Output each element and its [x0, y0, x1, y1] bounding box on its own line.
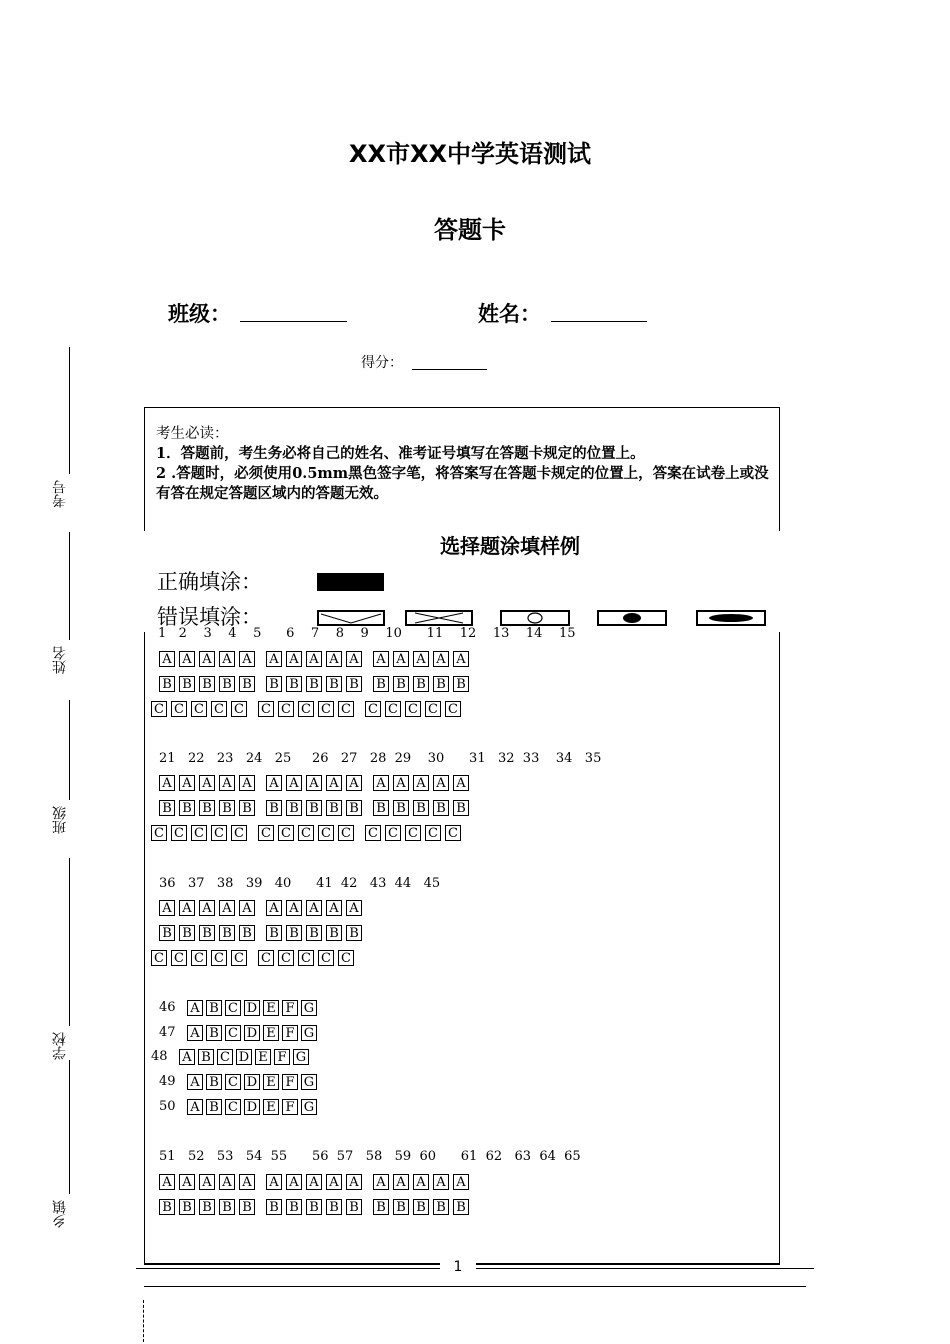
answer-bubble[interactable]: C: [318, 701, 334, 717]
name-label: 姓名：: [478, 302, 541, 326]
answer-bubble[interactable]: A: [373, 1174, 389, 1190]
answer-bubble[interactable]: C: [278, 950, 294, 966]
answer-bubble[interactable]: C: [211, 701, 227, 717]
answer-bubble[interactable]: B: [266, 800, 282, 816]
answer-bubble[interactable]: A: [266, 900, 282, 916]
question-number: 50: [159, 1099, 176, 1114]
answer-bubble[interactable]: A: [346, 1174, 362, 1190]
option-group: [266, 1199, 366, 1215]
answer-bubble[interactable]: C: [225, 1074, 241, 1090]
section-1-numbers-clip: [146, 624, 746, 640]
option-group: [159, 1174, 259, 1190]
answer-bubble[interactable]: G: [301, 1000, 317, 1016]
answer-bubble[interactable]: A: [159, 775, 175, 791]
answer-bubble[interactable]: F: [282, 1074, 298, 1090]
answer-bubble[interactable]: B: [453, 676, 469, 692]
answer-bubble[interactable]: A: [239, 651, 255, 667]
answer-bubble[interactable]: A: [239, 775, 255, 791]
answer-bubble[interactable]: B: [219, 800, 235, 816]
answer-bubble[interactable]: B: [159, 1199, 175, 1215]
option-group: [266, 900, 366, 916]
answer-bubble[interactable]: C: [151, 950, 167, 966]
answer-bubble[interactable]: A: [453, 651, 469, 667]
answer-bubble[interactable]: B: [199, 800, 215, 816]
side-label-school: 学校: [52, 1032, 68, 1060]
option-group: [266, 676, 366, 692]
answer-bubble[interactable]: A: [413, 1174, 429, 1190]
side-label-township: 乡镇: [52, 1200, 68, 1228]
score-field[interactable]: [412, 347, 487, 370]
answer-bubble[interactable]: A: [306, 775, 322, 791]
answer-bubble[interactable]: C: [191, 950, 207, 966]
answer-bubble[interactable]: B: [286, 1199, 302, 1215]
option-group: [159, 676, 259, 692]
multi-question-row: [159, 1025, 320, 1041]
answer-bubble[interactable]: A: [187, 1074, 203, 1090]
answer-bubble[interactable]: B: [286, 676, 302, 692]
answer-bubble[interactable]: B: [306, 800, 322, 816]
answer-bubble[interactable]: A: [159, 651, 175, 667]
option-group: [266, 775, 366, 791]
answer-bubble[interactable]: B: [346, 1199, 362, 1215]
answer-bubble[interactable]: C: [171, 950, 187, 966]
answer-bubble[interactable]: A: [159, 900, 175, 916]
answer-bubble[interactable]: B: [219, 1199, 235, 1215]
answer-bubble[interactable]: A: [373, 775, 389, 791]
answer-bubble[interactable]: B: [393, 1199, 409, 1215]
answer-bubble[interactable]: C: [405, 701, 421, 717]
answer-bubble[interactable]: A: [326, 651, 342, 667]
answer-bubble[interactable]: F: [282, 1025, 298, 1041]
answer-bubble[interactable]: A: [179, 900, 195, 916]
answer-bubble[interactable]: C: [231, 701, 247, 717]
answer-bubble[interactable]: A: [326, 900, 342, 916]
answer-bubble[interactable]: B: [219, 925, 235, 941]
answer-bubble[interactable]: B: [179, 676, 195, 692]
side-line: [69, 347, 70, 474]
answer-bubble[interactable]: B: [453, 800, 469, 816]
option-row: [159, 800, 480, 816]
question-number: 48: [151, 1049, 168, 1064]
option-group: [373, 800, 473, 816]
answer-bubble[interactable]: C: [405, 825, 421, 841]
page-number: 1: [440, 1259, 476, 1275]
answer-bubble[interactable]: A: [413, 775, 429, 791]
answer-bubble[interactable]: B: [239, 1199, 255, 1215]
answer-bubble[interactable]: B: [206, 1099, 222, 1115]
answer-bubble[interactable]: G: [301, 1074, 317, 1090]
answer-bubble[interactable]: C: [191, 701, 207, 717]
option-group: [373, 1174, 473, 1190]
answer-bubble[interactable]: B: [433, 1199, 449, 1215]
answer-bubble[interactable]: C: [318, 825, 334, 841]
option-group: [266, 1174, 366, 1190]
answer-bubble[interactable]: A: [453, 1174, 469, 1190]
answer-bubble[interactable]: C: [171, 825, 187, 841]
answer-bubble[interactable]: A: [219, 900, 235, 916]
answer-bubble[interactable]: A: [187, 1025, 203, 1041]
option-group: [365, 825, 465, 841]
answer-bubble[interactable]: F: [274, 1049, 290, 1065]
page-subtitle: 答题卡: [434, 216, 506, 244]
question-numbers: 21 22 23 24 25 26 27 28 29 30 31 32 33 34 35: [159, 751, 602, 766]
answer-bubble[interactable]: A: [286, 900, 302, 916]
notice-item-1: 1．答题前，考生务必将自己的姓名、准考证号填写在答题卡规定的位置上。: [156, 445, 645, 462]
answer-bubble[interactable]: A: [187, 1000, 203, 1016]
correct-fill-sample: [317, 573, 384, 591]
answer-bubble[interactable]: B: [239, 676, 255, 692]
answer-bubble[interactable]: B: [393, 676, 409, 692]
answer-bubble[interactable]: A: [199, 1174, 215, 1190]
answer-bubble[interactable]: F: [282, 1099, 298, 1115]
answer-bubble[interactable]: E: [263, 1025, 279, 1041]
answer-bubble[interactable]: B: [326, 676, 342, 692]
answer-bubble[interactable]: B: [179, 1199, 195, 1215]
correct-fill-label: 正确填涂：: [157, 570, 262, 594]
side-label-exam-id: 考号: [52, 480, 68, 508]
answer-bubble[interactable]: B: [393, 800, 409, 816]
option-group: [159, 900, 259, 916]
answer-bubble[interactable]: A: [373, 651, 389, 667]
answer-bubble[interactable]: A: [306, 900, 322, 916]
answer-bubble[interactable]: B: [266, 1199, 282, 1215]
side-line: [69, 700, 70, 800]
answer-bubble[interactable]: C: [225, 1025, 241, 1041]
option-group: [258, 825, 358, 841]
option-group: [151, 825, 251, 841]
answer-bubble[interactable]: C: [191, 825, 207, 841]
answer-bubble[interactable]: B: [413, 800, 429, 816]
answer-bubble[interactable]: A: [286, 651, 302, 667]
answer-bubble[interactable]: D: [244, 1099, 260, 1115]
option-group: [266, 925, 366, 941]
footer-rule: [144, 1286, 806, 1287]
answer-bubble[interactable]: A: [286, 1174, 302, 1190]
answer-bubble[interactable]: C: [171, 701, 187, 717]
multi-question-row: [159, 1000, 320, 1016]
answer-bubble[interactable]: B: [306, 1199, 322, 1215]
question-number: 46: [159, 1000, 176, 1015]
side-label-name: 姓名: [52, 646, 68, 674]
answer-bubble[interactable]: B: [206, 1074, 222, 1090]
answer-bubble[interactable]: C: [365, 701, 381, 717]
answer-bubble[interactable]: A: [219, 1174, 235, 1190]
answer-bubble[interactable]: B: [326, 800, 342, 816]
answer-bubble[interactable]: A: [393, 775, 409, 791]
answer-bubble[interactable]: A: [199, 900, 215, 916]
answer-bubble[interactable]: A: [393, 1174, 409, 1190]
answer-bubble[interactable]: B: [199, 676, 215, 692]
answer-bubble[interactable]: C: [225, 1000, 241, 1016]
answer-bubble[interactable]: C: [298, 701, 314, 717]
score-label: 得分：: [361, 355, 403, 371]
answer-bubble[interactable]: C: [217, 1049, 233, 1065]
option-group: [266, 651, 366, 667]
side-line: [69, 1060, 70, 1194]
option-group: [159, 1199, 259, 1215]
answer-bubble[interactable]: D: [244, 1000, 260, 1016]
answer-bubble[interactable]: G: [293, 1049, 309, 1065]
option-group: [151, 950, 251, 966]
answer-bubble[interactable]: C: [258, 950, 274, 966]
answer-bubble[interactable]: B: [433, 800, 449, 816]
answer-bubble[interactable]: C: [258, 825, 274, 841]
option-group: [159, 800, 259, 816]
class-field[interactable]: [240, 299, 347, 322]
answer-bubble[interactable]: A: [266, 1174, 282, 1190]
answer-bubble[interactable]: B: [179, 925, 195, 941]
answer-bubble[interactable]: B: [206, 1000, 222, 1016]
side-line: [69, 858, 70, 1026]
answer-bubble[interactable]: A: [179, 775, 195, 791]
option-row: [159, 651, 480, 667]
answer-bubble[interactable]: A: [266, 775, 282, 791]
answer-bubble[interactable]: B: [413, 1199, 429, 1215]
answer-bubble[interactable]: C: [278, 825, 294, 841]
multi-question-row: [159, 1099, 320, 1115]
answer-bubble[interactable]: A: [179, 651, 195, 667]
option-row: [159, 775, 480, 791]
answer-bubble[interactable]: C: [231, 950, 247, 966]
wrong-fill-label: 错误填涂：: [157, 605, 262, 629]
option-row: [159, 900, 373, 916]
answer-bubble[interactable]: A: [433, 775, 449, 791]
answer-bubble[interactable]: B: [326, 925, 342, 941]
answer-bubble[interactable]: B: [346, 676, 362, 692]
answer-bubble[interactable]: A: [239, 1174, 255, 1190]
option-group: [373, 651, 473, 667]
answer-bubble[interactable]: C: [298, 950, 314, 966]
option-group: [373, 775, 473, 791]
option-row: [159, 1174, 480, 1190]
answer-bubble[interactable]: C: [425, 701, 441, 717]
answer-bubble[interactable]: A: [346, 775, 362, 791]
answer-bubble[interactable]: B: [413, 676, 429, 692]
notice-heading: 考生必读：: [156, 426, 229, 442]
answer-bubble[interactable]: B: [286, 800, 302, 816]
answer-bubble[interactable]: B: [199, 925, 215, 941]
option-row: [159, 925, 373, 941]
option-group: [159, 925, 259, 941]
page-title: XX市XX中学英语测试: [348, 140, 591, 168]
answer-bubble[interactable]: B: [239, 925, 255, 941]
answer-bubble[interactable]: B: [266, 676, 282, 692]
notice-text: [156, 424, 776, 504]
option-row: [159, 676, 480, 692]
answer-bubble[interactable]: A: [179, 1174, 195, 1190]
option-row: [151, 825, 472, 841]
option-group: [365, 701, 465, 717]
answer-bubble[interactable]: B: [219, 676, 235, 692]
answer-bubble[interactable]: B: [306, 676, 322, 692]
answer-bubble[interactable]: B: [373, 800, 389, 816]
answer-bubble[interactable]: D: [236, 1049, 252, 1065]
answer-bubble[interactable]: B: [346, 925, 362, 941]
answer-bubble[interactable]: A: [219, 775, 235, 791]
answer-bubble[interactable]: D: [244, 1074, 260, 1090]
option-group: [258, 950, 358, 966]
answer-bubble[interactable]: C: [425, 825, 441, 841]
option-group: [373, 1199, 473, 1215]
answer-bubble[interactable]: C: [365, 825, 381, 841]
answer-bubble[interactable]: B: [159, 925, 175, 941]
answer-bubble[interactable]: C: [385, 701, 401, 717]
answer-bubble[interactable]: C: [225, 1099, 241, 1115]
answer-bubble[interactable]: B: [198, 1049, 214, 1065]
answer-bubble[interactable]: C: [151, 701, 167, 717]
answer-bubble[interactable]: B: [239, 800, 255, 816]
option-group: [373, 676, 473, 692]
question-numbers: 51 52 53 54 55 56 57 58 59 60 61 62 63 64 65: [159, 1149, 581, 1164]
answer-bubble[interactable]: C: [445, 701, 461, 717]
answer-bubble[interactable]: C: [385, 825, 401, 841]
answer-bubble[interactable]: B: [206, 1025, 222, 1041]
answer-bubble[interactable]: B: [286, 925, 302, 941]
answer-bubble[interactable]: E: [263, 1099, 279, 1115]
answer-bubble[interactable]: A: [326, 775, 342, 791]
answer-bubble[interactable]: B: [326, 1199, 342, 1215]
answer-bubble[interactable]: A: [453, 775, 469, 791]
answer-bubble[interactable]: C: [338, 701, 354, 717]
answer-bubble[interactable]: C: [211, 950, 227, 966]
question-numbers: 36 37 38 39 40 41 42 43 44 45: [159, 876, 441, 891]
sample-title: 选择题涂填样例: [440, 534, 580, 558]
answer-bubble[interactable]: E: [255, 1049, 271, 1065]
answer-bubble[interactable]: C: [258, 701, 274, 717]
answer-frame: [144, 632, 780, 1263]
answer-bubble[interactable]: C: [318, 950, 334, 966]
side-line: [69, 532, 70, 640]
question-number: 47: [159, 1025, 176, 1040]
answer-bubble[interactable]: B: [159, 676, 175, 692]
answer-bubble[interactable]: A: [346, 651, 362, 667]
cut-line: [143, 1300, 145, 1342]
answer-bubble[interactable]: A: [187, 1099, 203, 1115]
answer-bubble[interactable]: B: [179, 800, 195, 816]
multi-question-row: [151, 1049, 312, 1065]
answer-bubble[interactable]: D: [244, 1025, 260, 1041]
option-row: [151, 701, 472, 717]
class-label: 班级：: [168, 302, 231, 326]
answer-bubble[interactable]: B: [199, 1199, 215, 1215]
answer-bubble[interactable]: B: [453, 1199, 469, 1215]
side-label-class: 班级: [52, 806, 68, 834]
question-numbers: 1 2 3 4 5 6 7 8 9 10 11 12 13 14 15: [158, 626, 576, 640]
answer-bubble[interactable]: A: [219, 651, 235, 667]
answer-bubble[interactable]: B: [373, 1199, 389, 1215]
answer-bubble[interactable]: B: [346, 800, 362, 816]
option-group: [266, 800, 366, 816]
answer-bubble[interactable]: B: [266, 925, 282, 941]
answer-bubble[interactable]: G: [301, 1025, 317, 1041]
answer-bubble[interactable]: G: [301, 1099, 317, 1115]
answer-bubble[interactable]: C: [231, 825, 247, 841]
answer-bubble[interactable]: C: [278, 701, 294, 717]
answer-bubble[interactable]: A: [239, 900, 255, 916]
multi-question-row: [159, 1074, 320, 1090]
answer-bubble[interactable]: A: [433, 1174, 449, 1190]
answer-bubble[interactable]: A: [179, 1049, 195, 1065]
answer-bubble[interactable]: C: [338, 825, 354, 841]
answer-bubble[interactable]: C: [445, 825, 461, 841]
answer-bubble[interactable]: B: [159, 800, 175, 816]
answer-bubble[interactable]: B: [373, 676, 389, 692]
answer-bubble[interactable]: A: [433, 651, 449, 667]
answer-bubble[interactable]: A: [286, 775, 302, 791]
answer-bubble[interactable]: A: [306, 1174, 322, 1190]
answer-bubble[interactable]: C: [298, 825, 314, 841]
answer-bubble[interactable]: C: [151, 825, 167, 841]
option-group: [159, 775, 259, 791]
answer-bubble[interactable]: A: [159, 1174, 175, 1190]
answer-bubble[interactable]: A: [199, 775, 215, 791]
answer-bubble[interactable]: F: [282, 1000, 298, 1016]
option-group: [258, 701, 358, 717]
answer-bubble[interactable]: A: [306, 651, 322, 667]
answer-bubble[interactable]: C: [211, 825, 227, 841]
option-row: [159, 1199, 480, 1215]
question-number: 49: [159, 1074, 176, 1089]
option-group: [151, 701, 251, 717]
notice-item-2: 2 .答题时，必须使用0.5mm黑色签字笔，将答案写在答题卡规定的位置上，答案在试卷上或没有答在规定答题区域内的答题无效。: [156, 465, 769, 502]
answer-bubble[interactable]: A: [393, 651, 409, 667]
answer-bubble[interactable]: A: [413, 651, 429, 667]
option-row: [151, 950, 365, 966]
answer-bubble[interactable]: B: [306, 925, 322, 941]
option-group: [159, 651, 259, 667]
name-field[interactable]: [551, 299, 647, 322]
answer-bubble[interactable]: E: [263, 1074, 279, 1090]
answer-bubble[interactable]: A: [266, 651, 282, 667]
answer-bubble[interactable]: A: [199, 651, 215, 667]
answer-bubble[interactable]: C: [338, 950, 354, 966]
answer-bubble[interactable]: B: [433, 676, 449, 692]
answer-bubble[interactable]: A: [326, 1174, 342, 1190]
answer-bubble[interactable]: A: [346, 900, 362, 916]
answer-bubble[interactable]: E: [263, 1000, 279, 1016]
